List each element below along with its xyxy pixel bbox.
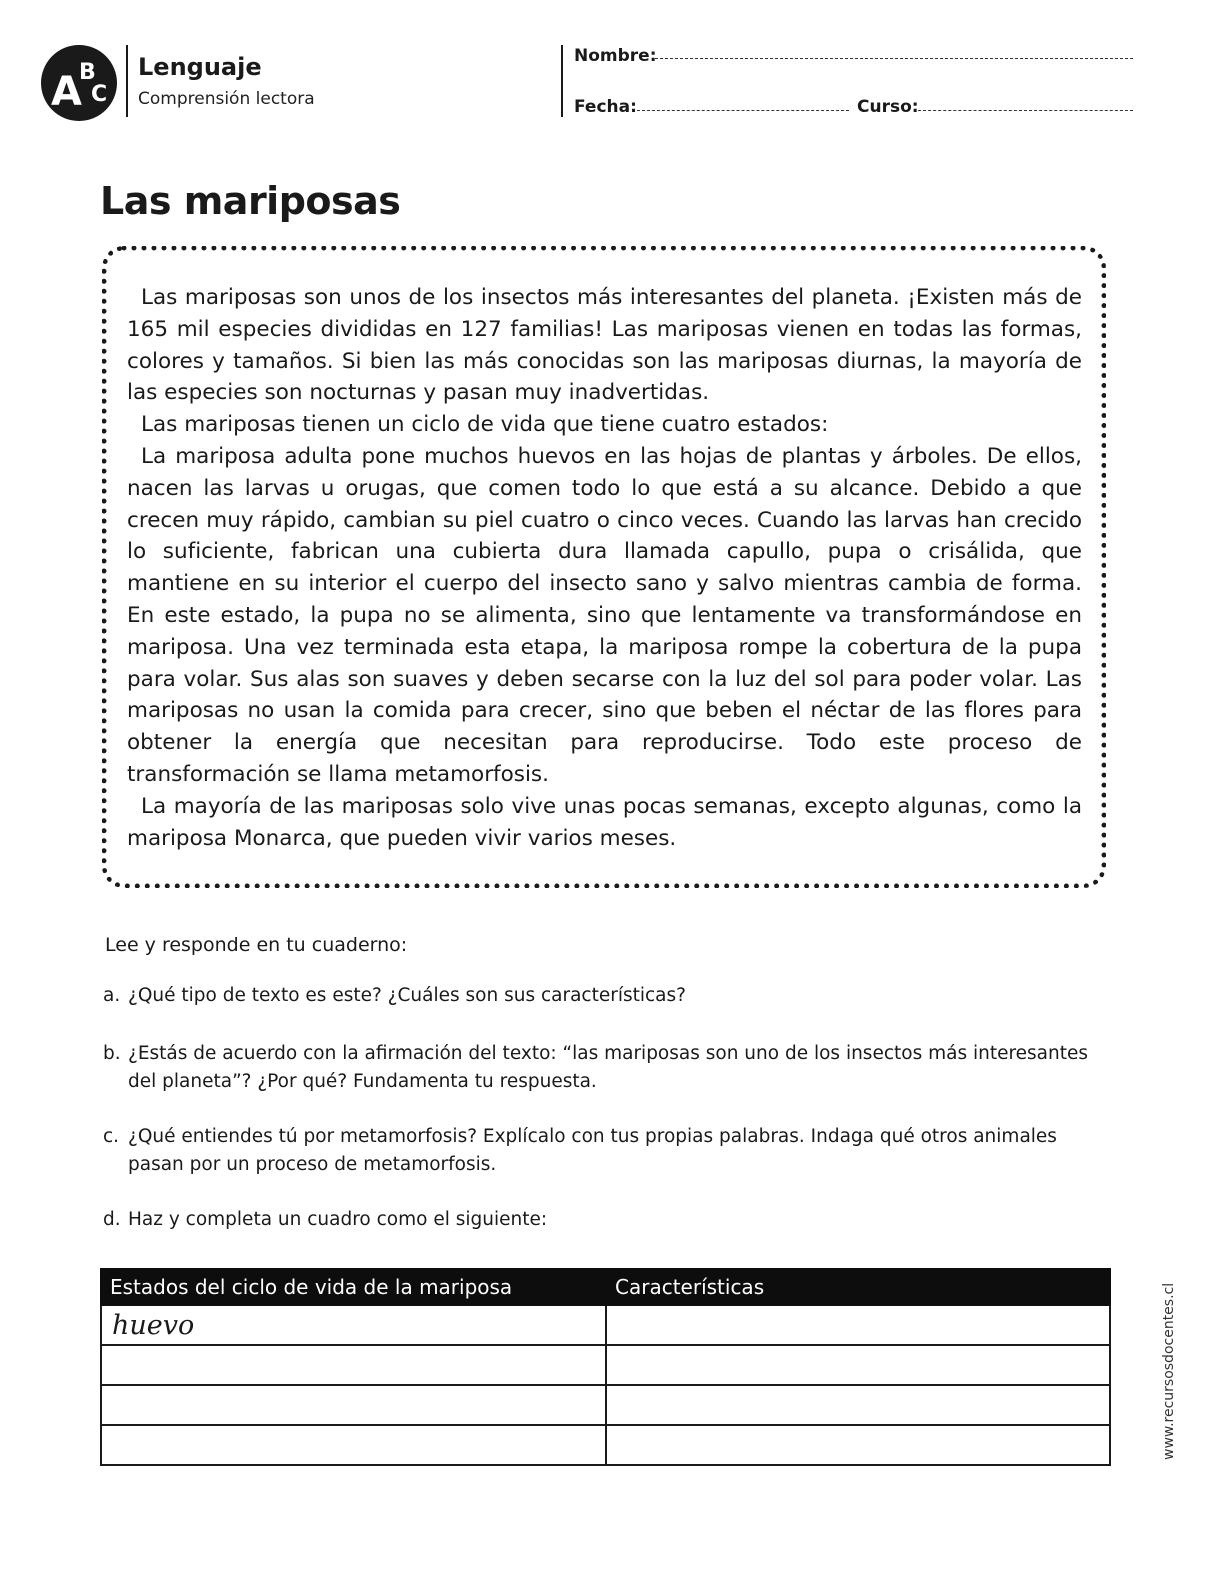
question-text: ¿Qué tipo de texto es este? ¿Cuáles son sus características? [128, 985, 686, 1006]
svg-text:B: B [79, 60, 96, 85]
question-letter: d. [103, 1209, 121, 1230]
abc-logo [41, 45, 117, 121]
abc-logo-icon [41, 45, 117, 121]
table-row [101, 1425, 1110, 1465]
table-cell[interactable] [101, 1425, 606, 1465]
nombre-label: Nombre: [574, 46, 657, 66]
fecha-field[interactable] [637, 110, 849, 111]
page-title: Las mariposas [100, 179, 401, 223]
table-row [101, 1385, 1110, 1425]
life-cycle-table [100, 1268, 1111, 1466]
header-divider-fields [561, 45, 563, 117]
table-header-row [101, 1269, 1110, 1305]
table-header-cell: Características [606, 1269, 1110, 1305]
table-row [101, 1305, 1110, 1345]
instructions: Lee y responde en tu cuaderno: [105, 934, 408, 956]
table-header-cell: Estados del ciclo de vida de la mariposa [101, 1269, 606, 1305]
table-cell[interactable] [101, 1345, 606, 1385]
table-cell[interactable] [101, 1385, 606, 1425]
table-cell[interactable] [606, 1425, 1110, 1465]
table-row [101, 1345, 1110, 1385]
svg-text:C: C [91, 82, 108, 107]
table-cell[interactable] [606, 1385, 1110, 1425]
question-letter: c. [103, 1126, 120, 1147]
nombre-field[interactable] [655, 58, 1133, 59]
question-letter: a. [103, 985, 121, 1006]
table-cell[interactable] [606, 1345, 1110, 1385]
reading-paragraph: La mayoría de las mariposas solo vive unas pocas semanas, excepto algunas, como la mariposa Monarca, que pueden vivir varios meses. [127, 793, 1082, 851]
question-text: ¿Qué entiendes tú por metamorfosis? Explícalo con tus propias palabras. Indaga qué otros animales pasan por un proceso de metamorfosis. [128, 1126, 1057, 1175]
table-cell[interactable]: huevo [101, 1305, 606, 1345]
subject-title: Lenguaje [138, 53, 262, 81]
reading-text [127, 282, 1082, 854]
site-credit: www.recursosdocentes.cl [1161, 1282, 1177, 1460]
header-divider [126, 45, 128, 117]
reading-paragraph: Las mariposas son unos de los insectos más interesantes del planeta. ¡Existen más de 165 mil especies divididas en 127 familias! Las mariposas vienen en todas las formas, colores y tamaños. Si bien las más conocidas son las mariposas diurnas, la mayoría de las especies son nocturnas y pasan muy inadvertidas. [127, 285, 1082, 406]
reading-paragraph: La mariposa adulta pone muchos huevos en las hojas de plantas y árboles. De ellos, nacen las larvas u orugas, que comen todo lo que está a su alcance. Debido a que crecen muy rápido, cambian su piel cuatro o cinco veces. Cuando las larvas han crecido lo suficiente, fabrican una cubierta dura llamada capullo, pupa o crisálida, que mantiene en su interior el cuerpo del insecto sano y salvo mientras cambia de forma. En este estado, la pupa no se alimenta, sino que lentamente va transformándose en mariposa. Una vez terminada esta etapa, la mariposa rompe la cobertura de la pupa para volar. Sus alas son suaves y deben secarse con la luz del sol para poder volar. Las mariposas no usan la comida para crecer, sino que beben el néctar de las flores para obtener la energía que necesitan para reproducirse. Todo este proceso de transformación se llama metamorfosis. [127, 443, 1082, 787]
question-text: Haz y completa un cuadro como el siguiente: [128, 1209, 548, 1230]
question-letter: b. [103, 1043, 121, 1064]
curso-label: Curso: [857, 97, 919, 117]
table-cell[interactable] [606, 1305, 1110, 1345]
reading-paragraph: Las mariposas tienen un ciclo de vida que tiene cuatro estados: [141, 412, 829, 438]
subject-subtitle: Comprensión lectora [138, 89, 315, 109]
svg-text:A: A [51, 69, 82, 115]
curso-field[interactable] [918, 110, 1133, 111]
question-text: ¿Estás de acuerdo con la afirmación del texto: “las mariposas son uno de los insectos más interesantes del planeta”? ¿Por qué? Fundamenta tu respuesta. [128, 1043, 1089, 1092]
fecha-label: Fecha: [574, 97, 637, 117]
